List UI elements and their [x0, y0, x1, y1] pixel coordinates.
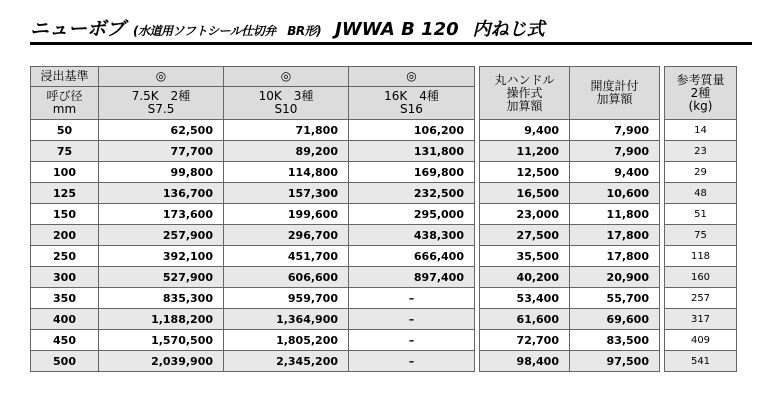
- header-line: 加算額: [506, 98, 543, 113]
- size-cell: 250: [31, 246, 99, 267]
- addon-cell: 98,400: [480, 351, 570, 372]
- price-cell: 99,800: [99, 162, 224, 183]
- table-row: [31, 351, 475, 372]
- price-table: [30, 66, 475, 372]
- table-row: [665, 120, 737, 141]
- price-cell: –: [349, 309, 475, 330]
- leaching-mark: ◎: [349, 67, 475, 87]
- addon-cell: 40,200: [480, 267, 570, 288]
- table-row: [480, 246, 660, 267]
- class-header-line: 7.5K 2種: [131, 89, 191, 103]
- product-name: ニューボブ: [30, 18, 126, 40]
- gauge-addon-header: [570, 67, 660, 120]
- price-cell: 199,600: [224, 204, 349, 225]
- class-header-line: 10K 3種: [258, 89, 314, 103]
- price-cell: 106,200: [349, 120, 475, 141]
- addon-cell: 20,900: [570, 267, 660, 288]
- price-cell: 173,600: [99, 204, 224, 225]
- table-row: [480, 141, 660, 162]
- price-cell: 62,500: [99, 120, 224, 141]
- table-row: [480, 330, 660, 351]
- table-row: [480, 120, 660, 141]
- size-cell: 350: [31, 288, 99, 309]
- size-cell: 125: [31, 183, 99, 204]
- size-cell: 50: [31, 120, 99, 141]
- addon-cell: 17,800: [570, 225, 660, 246]
- price-cell: 77,700: [99, 141, 224, 162]
- addon-cell: 16,500: [480, 183, 570, 204]
- header-row-class: [31, 87, 475, 120]
- addon-cell: 17,800: [570, 246, 660, 267]
- addon-cell: 72,700: [480, 330, 570, 351]
- price-cell: –: [349, 330, 475, 351]
- price-cell: 1,805,200: [224, 330, 349, 351]
- price-cell: 2,345,200: [224, 351, 349, 372]
- price-cell: 114,800: [224, 162, 349, 183]
- addon-cell: 55,700: [570, 288, 660, 309]
- header-line: 参考質量: [676, 72, 725, 87]
- table-row: [31, 204, 475, 225]
- table-row: [665, 141, 737, 162]
- table-row: [480, 351, 660, 372]
- price-cell: 131,800: [349, 141, 475, 162]
- size-header-unit: mm: [52, 102, 77, 116]
- price-cell: 527,900: [99, 267, 224, 288]
- leaching-mark: ◎: [99, 67, 224, 87]
- table-row: [665, 351, 737, 372]
- table-row: [665, 183, 737, 204]
- price-cell: 438,300: [349, 225, 475, 246]
- price-cell: –: [349, 351, 475, 372]
- table-row: [665, 330, 737, 351]
- page-title: [30, 14, 545, 41]
- price-cell: 1,570,500: [99, 330, 224, 351]
- size-cell: 150: [31, 204, 99, 225]
- leaching-mark: ◎: [224, 67, 349, 87]
- class-header: [99, 87, 224, 120]
- price-cell: 1,188,200: [99, 309, 224, 330]
- table-row: [665, 309, 737, 330]
- price-cell: 606,600: [224, 267, 349, 288]
- class-header-code: S7.5: [147, 102, 175, 116]
- weight-header: [665, 67, 737, 120]
- table-row: [665, 204, 737, 225]
- header-line: 加算額: [596, 92, 633, 106]
- weight-cell: 118: [665, 246, 737, 267]
- price-cell: 2,039,900: [99, 351, 224, 372]
- leaching-label: 浸出基準: [31, 67, 99, 87]
- weight-cell: 541: [665, 351, 737, 372]
- weight-cell: 14: [665, 120, 737, 141]
- addon-cell: 23,000: [480, 204, 570, 225]
- price-cell: 666,400: [349, 246, 475, 267]
- price-cell: –: [349, 288, 475, 309]
- header-line: 開度計付: [590, 79, 639, 93]
- handle-addon-header: [480, 67, 570, 120]
- table-row: [480, 183, 660, 204]
- size-cell: 450: [31, 330, 99, 351]
- table-row: [31, 330, 475, 351]
- addon-cell: 53,400: [480, 288, 570, 309]
- price-cell: 897,400: [349, 267, 475, 288]
- weight-cell: 48: [665, 183, 737, 204]
- price-cell: 232,500: [349, 183, 475, 204]
- weight-cell: 160: [665, 267, 737, 288]
- addon-cell: 9,400: [480, 120, 570, 141]
- table-row: [31, 120, 475, 141]
- table-row: [665, 246, 737, 267]
- weight-cell: 29: [665, 162, 737, 183]
- header-line: 操作式: [506, 85, 543, 100]
- addon-cell: 97,500: [570, 351, 660, 372]
- product-subtitle: (水道用ソフトシール仕切弁 BR形): [133, 24, 322, 38]
- table-row: [31, 246, 475, 267]
- table-row: [480, 225, 660, 246]
- price-cell: 296,700: [224, 225, 349, 246]
- addon-cell: 35,500: [480, 246, 570, 267]
- addon-cell: 11,800: [570, 204, 660, 225]
- table-row: [31, 309, 475, 330]
- addon-cell: 69,600: [570, 309, 660, 330]
- price-cell: 1,364,900: [224, 309, 349, 330]
- size-header: [31, 87, 99, 120]
- price-cell: 451,700: [224, 246, 349, 267]
- header-line: 2種: [690, 85, 711, 100]
- table-row: [480, 267, 660, 288]
- price-cell: 136,700: [99, 183, 224, 204]
- weight-cell: 51: [665, 204, 737, 225]
- addon-cell: 27,500: [480, 225, 570, 246]
- size-cell: 300: [31, 267, 99, 288]
- header-line: 丸ハンドル: [494, 72, 555, 87]
- price-cell: 169,800: [349, 162, 475, 183]
- size-cell: 500: [31, 351, 99, 372]
- price-cell: 392,100: [99, 246, 224, 267]
- price-cell: 89,200: [224, 141, 349, 162]
- weight-cell: 23: [665, 141, 737, 162]
- size-cell: 400: [31, 309, 99, 330]
- price-cell: 71,800: [224, 120, 349, 141]
- price-cell: 157,300: [224, 183, 349, 204]
- size-header-line: 呼び径: [46, 89, 83, 103]
- table-row: [480, 162, 660, 183]
- header-row-leaching: [31, 67, 475, 87]
- table-row: [31, 183, 475, 204]
- weight-header-row: [665, 67, 737, 120]
- addon-cell: 9,400: [570, 162, 660, 183]
- price-cell: 835,300: [99, 288, 224, 309]
- header: [10, 8, 752, 42]
- class-header-line: 16K 4種: [384, 89, 439, 103]
- weight-cell: 317: [665, 309, 737, 330]
- weight-table: [664, 66, 737, 372]
- addon-cell: 12,500: [480, 162, 570, 183]
- thread-type: 内ねじ式: [472, 19, 545, 40]
- table-row: [31, 225, 475, 246]
- class-header: [349, 87, 475, 120]
- table-row: [665, 288, 737, 309]
- title-underline: [30, 42, 752, 45]
- table-row: [480, 309, 660, 330]
- standard-code: JWWA B 120: [335, 19, 459, 40]
- table-row: [31, 288, 475, 309]
- table-row: [480, 204, 660, 225]
- addon-table: [479, 66, 660, 372]
- addon-cell: 10,600: [570, 183, 660, 204]
- addon-cell: 83,500: [570, 330, 660, 351]
- price-cell: 959,700: [224, 288, 349, 309]
- class-header-code: S10: [274, 102, 298, 116]
- price-cell: 295,000: [349, 204, 475, 225]
- size-cell: 100: [31, 162, 99, 183]
- size-cell: 75: [31, 141, 99, 162]
- table-row: [31, 141, 475, 162]
- addon-cell: 7,900: [570, 141, 660, 162]
- table-row: [665, 267, 737, 288]
- addon-cell: 61,600: [480, 309, 570, 330]
- weight-cell: 257: [665, 288, 737, 309]
- header-line: (kg): [688, 98, 713, 113]
- class-header-code: S16: [400, 102, 423, 116]
- weight-cell: 75: [665, 225, 737, 246]
- table-row: [31, 267, 475, 288]
- class-header: [224, 87, 349, 120]
- price-cell: 257,900: [99, 225, 224, 246]
- table-row: [665, 225, 737, 246]
- size-cell: 200: [31, 225, 99, 246]
- table-row: [31, 162, 475, 183]
- addon-cell: 11,200: [480, 141, 570, 162]
- table-row: [665, 162, 737, 183]
- table-row: [480, 288, 660, 309]
- weight-cell: 409: [665, 330, 737, 351]
- addon-cell: 7,900: [570, 120, 660, 141]
- addon-header-row: [480, 67, 660, 120]
